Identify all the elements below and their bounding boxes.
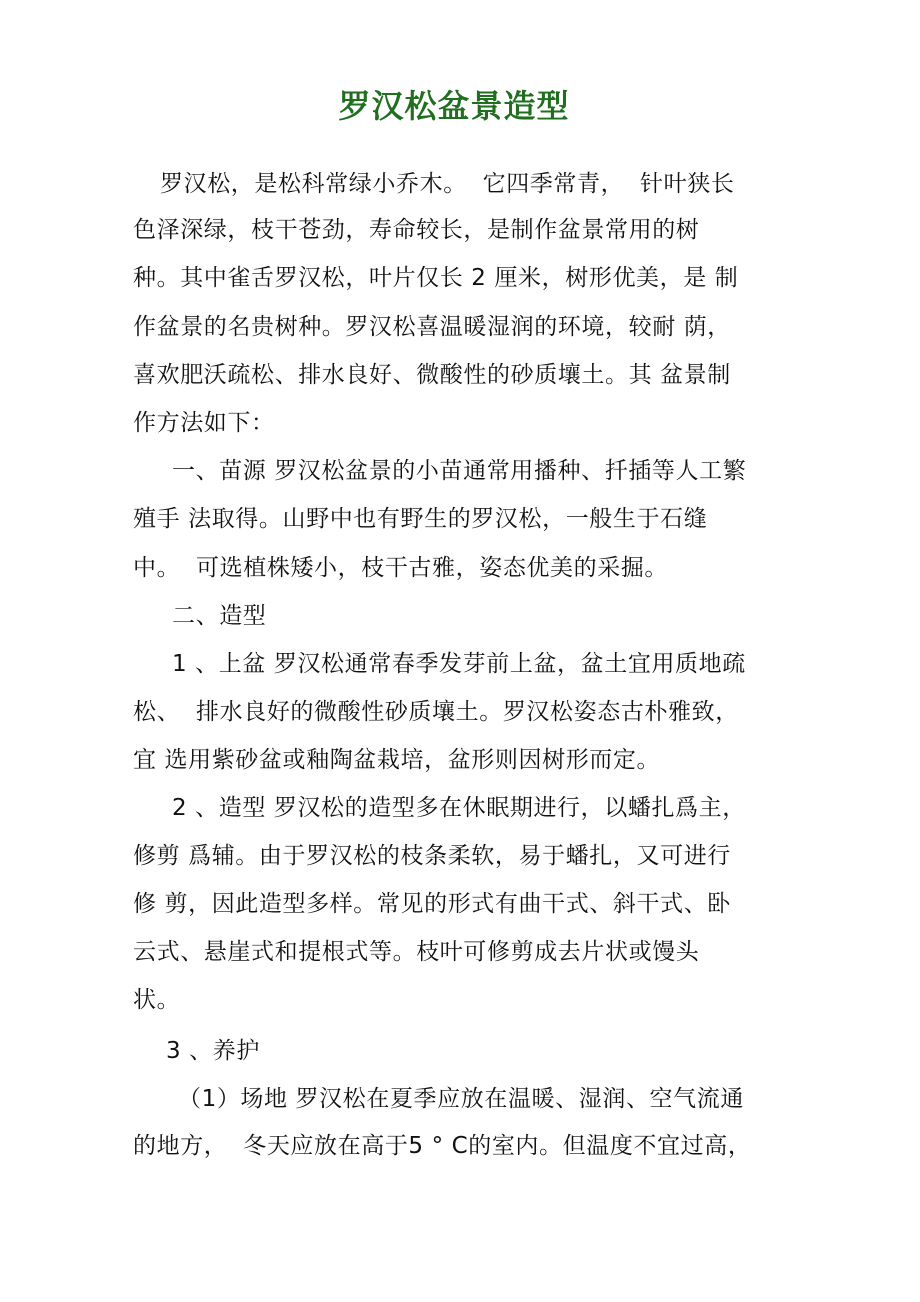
paragraph-line: 修剪 爲辅。由于罗汉松的枝条柔软，易于蟠扎，又可进行 <box>133 843 731 869</box>
paragraph-line: 喜欢肥沃疏松、排水良好、微酸性的砂质壤土。其 盆景制 <box>133 362 731 388</box>
section-heading: 3 、养护 <box>166 1038 260 1064</box>
paragraph-line: 一、苗源 罗汉松盆景的小苗通常用播种、扦插等人工繁 <box>172 458 747 484</box>
paragraph-line: 松、 排水良好的微酸性砂质壤土。罗汉松姿态古朴雅致， <box>133 699 739 725</box>
paragraph-line: 状。 <box>133 987 181 1013</box>
document-title: 罗汉松盆景造型 <box>338 87 570 125</box>
paragraph-line: 2 、造型 罗汉松的造型多在休眠期进行，以蟠扎爲主， <box>172 795 746 821</box>
paragraph-line: 种。其中雀舌罗汉松，叶片仅长 2 厘米，树形优美，是 制 <box>133 265 739 291</box>
paragraph-line: 罗汉松，是松科常绿小乔木。 它四季常青， 针叶狭长 <box>160 171 735 197</box>
paragraph-line: （1）场地 罗汉松在夏季应放在温暖、湿润、空气流通 <box>178 1086 744 1112</box>
section-heading: 二、造型 <box>172 603 267 629</box>
paragraph-line: 的地方， 冬天应放在高于5 ° C的室内。但温度不宜过高， <box>133 1133 752 1159</box>
paragraph-line: 修 剪，因此造型多样。常见的形式有曲干式、斜干式、卧 <box>133 891 731 917</box>
paragraph-line: 殖手 法取得。山野中也有野生的罗汉松，一般生于石缝 <box>133 506 708 532</box>
paragraph-line: 云式、悬崖式和提根式等。枝叶可修剪成去片状或馒头 <box>133 939 700 965</box>
paragraph-line: 作方法如下： <box>133 410 275 436</box>
paragraph-line: 宜 选用紫砂盆或釉陶盆栽培，盆形则因树形而定。 <box>133 747 661 773</box>
paragraph-line: 作盆景的名贵树种。罗汉松喜温暖湿润的环境，较耐 荫， <box>133 314 731 340</box>
paragraph-line: 色泽深绿，枝干苍劲，寿命较长，是制作盆景常用的树 <box>133 217 700 243</box>
paragraph-line: 中。 可选植株矮小，枝干古雅，姿态优美的采掘。 <box>133 555 669 581</box>
paragraph-line: 1 、上盆 罗汉松通常春季发芽前上盆，盆土宜用质地疏 <box>172 651 746 677</box>
